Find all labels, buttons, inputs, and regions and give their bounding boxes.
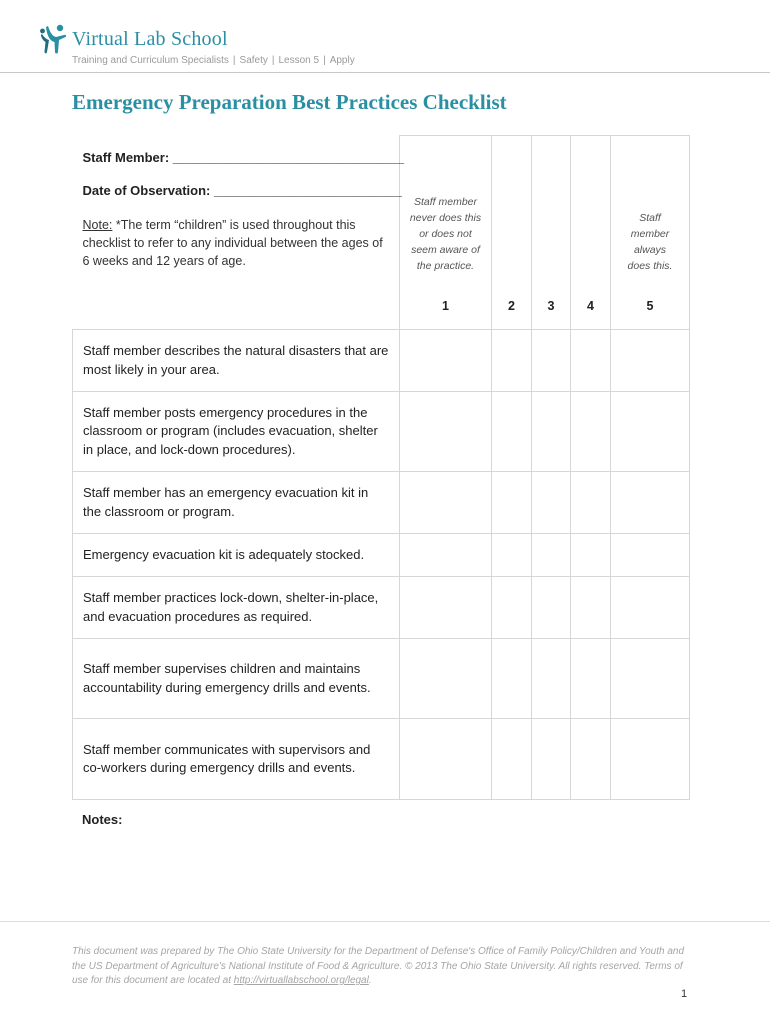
rating-cell[interactable] bbox=[571, 639, 611, 719]
rating-cell[interactable] bbox=[532, 392, 571, 472]
checklist-item: Staff member communicates with supervisors and co-workers during emergency drills and events. bbox=[73, 719, 400, 800]
rating-cell[interactable] bbox=[492, 577, 532, 639]
rating-cell[interactable] bbox=[400, 392, 492, 472]
table-row bbox=[73, 472, 690, 534]
rating-cell[interactable] bbox=[611, 392, 690, 472]
brand-name: Virtual Lab School bbox=[72, 28, 228, 50]
rating-cell[interactable] bbox=[571, 392, 611, 472]
rating-cell[interactable] bbox=[532, 639, 571, 719]
rating-cell[interactable] bbox=[532, 719, 571, 800]
rating-cell[interactable] bbox=[400, 639, 492, 719]
figure-logo-icon bbox=[38, 22, 74, 58]
breadcrumb-item: Training and Curriculum Specialists bbox=[72, 55, 229, 66]
rating-cell[interactable] bbox=[532, 472, 571, 534]
rating-cell[interactable] bbox=[571, 577, 611, 639]
rating-header-3 bbox=[532, 136, 571, 330]
checklist-item: Staff member has an emergency evacuation kit in the classroom or program. bbox=[73, 472, 400, 534]
breadcrumb-item: Safety bbox=[239, 55, 268, 66]
rating-cell[interactable] bbox=[400, 330, 492, 392]
breadcrumb-item: Lesson 5 bbox=[278, 55, 320, 66]
table-row bbox=[73, 392, 690, 472]
note-label: Note: bbox=[82, 217, 113, 232]
rating-cell[interactable] bbox=[611, 534, 690, 577]
rating-cell[interactable] bbox=[611, 330, 690, 392]
table-row bbox=[73, 639, 690, 719]
table-row bbox=[73, 330, 690, 392]
observation-info bbox=[73, 136, 405, 330]
notes-label: Notes: bbox=[82, 812, 123, 827]
rating-level: 1 bbox=[442, 299, 449, 313]
table-row bbox=[73, 534, 690, 577]
rating-cell[interactable] bbox=[492, 639, 532, 719]
rating-cell[interactable] bbox=[492, 392, 532, 472]
checklist-item: Staff member posts emergency procedures in the classroom or program (includes evacuation, shelter in place, and lock-down procedures). bbox=[73, 392, 400, 472]
header-divider bbox=[0, 72, 770, 73]
table-row bbox=[73, 577, 690, 639]
low-scale-description: Staff member never does this or does not seem aware of the practice. bbox=[409, 196, 482, 272]
staff-member-field: Staff Member: ________________________________ bbox=[82, 149, 405, 165]
rating-level: 3 bbox=[547, 299, 555, 313]
rating-level: 4 bbox=[587, 299, 594, 313]
breadcrumb-item: Apply bbox=[329, 55, 355, 66]
rating-cell[interactable] bbox=[611, 719, 690, 800]
checklist-item: Staff member supervises children and maintains accountability during emergency drills and events. bbox=[73, 639, 400, 719]
rating-cell[interactable] bbox=[532, 330, 571, 392]
breadcrumb: Training and Curriculum Specialists | Safety | Lesson 5 | Apply bbox=[72, 55, 355, 66]
rating-cell[interactable] bbox=[571, 719, 611, 800]
rating-header-4 bbox=[571, 136, 611, 330]
table-row bbox=[73, 719, 690, 800]
note-body: *The term “children” is used throughout this checklist to refer to any individual between the ages of 6 weeks and 12 years of age. bbox=[82, 217, 383, 268]
header-row bbox=[73, 136, 690, 330]
checklist-item: Staff member describes the natural disasters that are most likely in your area. bbox=[73, 330, 400, 392]
rating-cell[interactable] bbox=[532, 534, 571, 577]
rating-header-1 bbox=[400, 136, 492, 330]
checklist-table bbox=[72, 135, 690, 800]
rating-cell[interactable] bbox=[492, 330, 532, 392]
checklist-item: Staff member practices lock-down, shelter-in-place, and evacuation procedures as required. bbox=[73, 577, 400, 639]
date-of-observation-field: Date of Observation: __________________________ bbox=[82, 182, 402, 198]
page-header bbox=[0, 0, 770, 74]
rating-cell[interactable] bbox=[571, 534, 611, 577]
rating-level: 2 bbox=[508, 299, 515, 313]
footer-text bbox=[72, 945, 692, 989]
rating-cell[interactable] bbox=[611, 639, 690, 719]
rating-cell[interactable] bbox=[611, 472, 690, 534]
rating-cell[interactable] bbox=[611, 577, 690, 639]
rating-cell[interactable] bbox=[400, 472, 492, 534]
footer-statement: This document was prepared by The Ohio State University for the Department of Defense's Office of Family Policy/Children and Youth and the US Department of Agriculture's National Institute of Food & Agriculture. © 2013 The Ohio State University. All rights reserved. Terms of use for this document are located at bbox=[72, 946, 685, 986]
footer-divider bbox=[0, 921, 770, 922]
rating-cell[interactable] bbox=[492, 472, 532, 534]
rating-cell[interactable] bbox=[400, 719, 492, 800]
page-number: 1 bbox=[681, 988, 688, 1000]
checklist-item: Emergency evacuation kit is adequately stocked. bbox=[73, 534, 400, 577]
rating-cell[interactable] bbox=[400, 577, 492, 639]
rating-cell[interactable] bbox=[492, 719, 532, 800]
high-scale-description: Staff member always does this. bbox=[627, 212, 673, 272]
rating-header-2 bbox=[492, 136, 532, 330]
legal-link[interactable]: http://virtuallabschool.org/legal bbox=[233, 975, 369, 986]
rating-level: 5 bbox=[646, 299, 654, 313]
footer-suffix: . bbox=[368, 975, 372, 986]
rating-cell[interactable] bbox=[532, 577, 571, 639]
rating-header-5 bbox=[611, 136, 690, 330]
rating-cell[interactable] bbox=[492, 534, 532, 577]
rating-cell[interactable] bbox=[400, 534, 492, 577]
rating-cell[interactable] bbox=[571, 330, 611, 392]
page-title: Emergency Preparation Best Practices Checklist bbox=[72, 90, 507, 114]
note-text bbox=[83, 216, 390, 270]
rating-cell[interactable] bbox=[571, 472, 611, 534]
